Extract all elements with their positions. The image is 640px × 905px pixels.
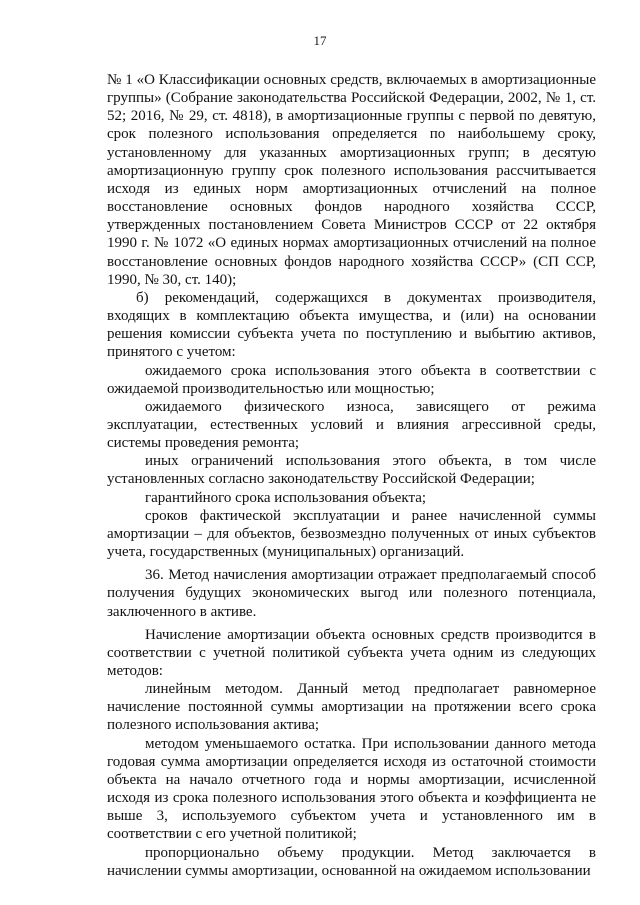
paragraph-clause-36: 36. Метод начисления амортизации отражает предполагаемый способ получения будущих экономических выгод или полезного потенциала, заключенного в активе. (107, 567, 596, 620)
paragraph-declining-balance-method: методом уменьшаемого остатка. При использовании данного метода годовая сумма амортизации определяется исходя из остаточной стоимости объекта на начало отчетного года и нормы амортизации, исчисленной исходя из срока полезного использования этого объекта и коэффициента не выше 3, используемого субъектом учета и установленного им в соответствии с его учетной политикой; (107, 735, 596, 843)
document-body (107, 71, 596, 880)
paragraph-expected-term: ожидаемого срока использования этого объекта в соответствии с ожидаемой производительностью или мощностью; (107, 362, 596, 397)
paragraph-physical-wear: ожидаемого физического износа, зависящего от режима эксплуатации, естественных условий и влияния агрессивной среды, системы проведения ремонта; (107, 398, 596, 452)
paragraph-warranty-term: гарантийного срока использования объекта; (145, 489, 427, 506)
paragraph-depreciation-methods: Начисление амортизации объекта основных средств производится в соответствии с учетной политикой субъекта учета одним из следующих методов: (107, 626, 596, 679)
paragraph-linear-method: линейным методом. Данный метод предполагает равномерное начисление постоянной суммы амортизации на протяжении всего срока полезного использования актива; (107, 681, 596, 734)
paragraph-manufacturer-recommendations: б) рекомендаций, содержащихся в документах производителя, входящих в комплектацию объекта имущества, и (или) на основании решения комиссии субъекта учета по поступлению и выбытию активов, принятого с учетом: (107, 289, 596, 361)
page-number: 17 (313, 33, 327, 48)
paragraph-units-of-production-method: пропорционально объему продукции. Метод заключается в начислении суммы амортизации, основанной на ожидаемом использовании (107, 844, 596, 879)
paragraph-other-restrictions: иных ограничений использования этого объекта, в том числе установленных согласно законодательству Российской Федерации; (107, 453, 596, 488)
paragraph-classification-reference: № 1 «О Классификации основных средств, включаемых в амортизационные группы» (Собрание законодательства Российской Федерации, 2002, № 1, ст. 52; 2016, № 29, ст. 4818), в амортизационные группы с первой по девятую, срок полезного использования определяется по наибольшему сроку, установленному для указанных амортизационных групп; в десятую амортизационную группу срок полезного использования рассчитывается исходя из единых норм амортизационных отчислений на полное восстановление основных фондов народного хозяйства СССР, утвержденных постановлением Совета Министров СССР от 22 октября 1990 г. № 1072 «О единых нормах амортизационных отчислений на полное восстановление основных фондов народного хозяйства СССР» (СП ССР, 1990, № 30, ст. 140); (107, 72, 596, 288)
paragraph-actual-operation: сроков фактической эксплуатации и ранее начисленной суммы амортизации – для объектов, безвозмездно полученных от иных субъектов учета, государственных (муниципальных) организаций. (107, 507, 596, 561)
